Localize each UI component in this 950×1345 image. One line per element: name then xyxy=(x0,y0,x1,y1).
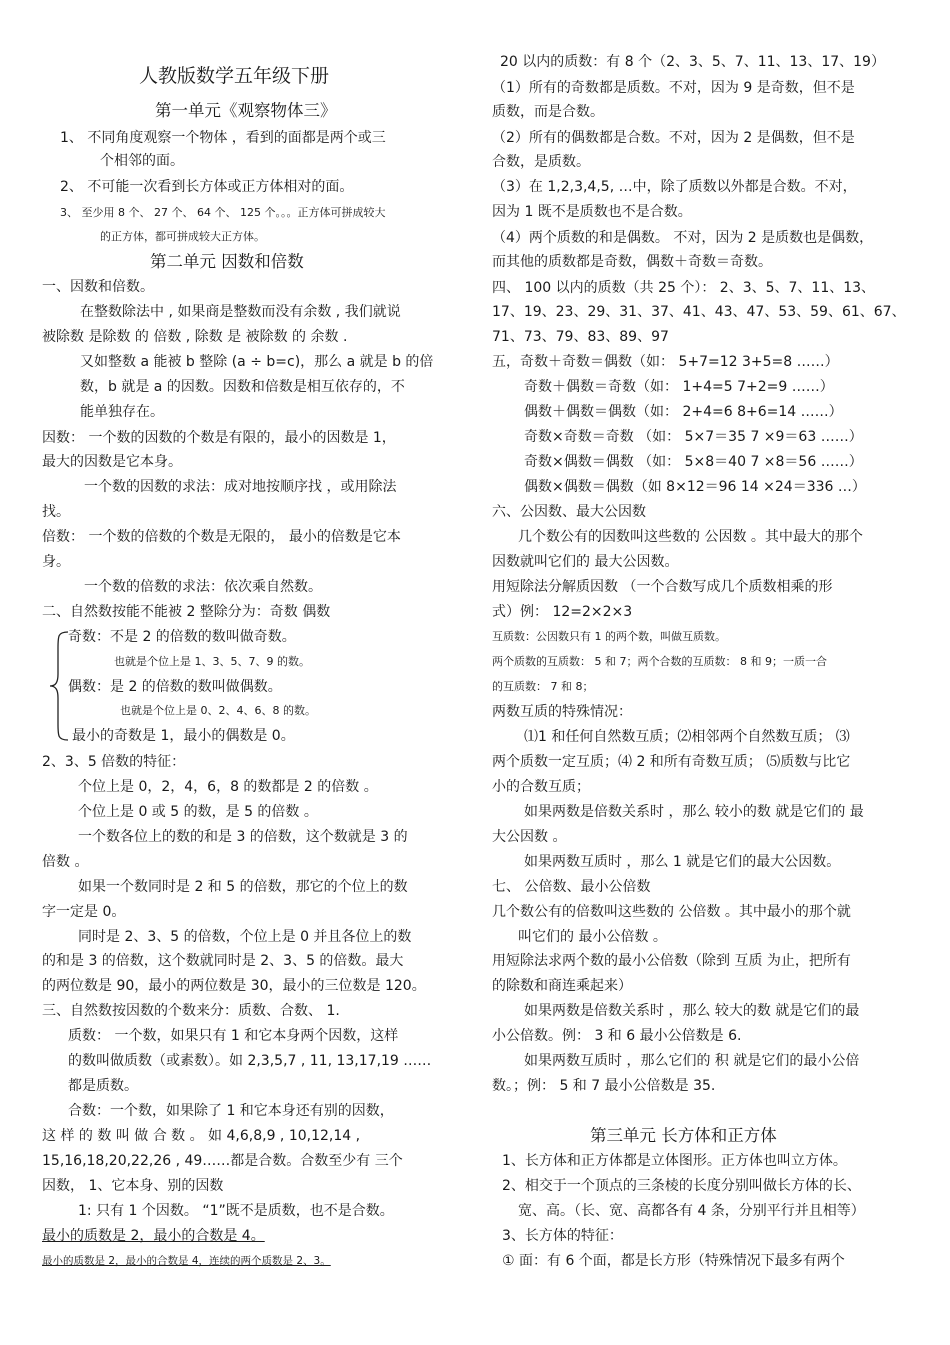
text-line: 身。 xyxy=(42,554,70,570)
text-line: 都是质数。 xyxy=(68,1078,138,1094)
text-line: 奇数：不是 2 的倍数的数叫做奇数。 xyxy=(68,629,296,645)
text-line: 1、长方体和正方体都是立体图形。正方体也叫立方体。 xyxy=(502,1153,847,1169)
text-line: 因数： 一个数的因数的个数是有限的，最小的因数是 1， xyxy=(42,430,396,446)
text-line: 被除数 是除数 的 倍数 , 除数 是 被除数 的 余数 . xyxy=(42,329,348,345)
text-line: 小的合数互质； xyxy=(492,779,590,795)
text-line: 用短除法分解质因数 （一个合数写成几个质数相乘的形 xyxy=(492,579,833,595)
text-line: 用短除法求两个数的最小公倍数（除到 互质 为止，把所有 xyxy=(492,953,851,969)
text-line: 式）例： 12=2×2×3 xyxy=(492,604,633,620)
text-line: 如果两数是倍数关系时 ，那么 较大的数 就是它们的最 xyxy=(524,1003,860,1019)
text-line: 几个数公有的因数叫这些数的 公因数 。其中最大的那个 xyxy=(518,529,863,545)
text-line: 的两位数是 90，最小的两位数是 30，最小的三位数是 120。 xyxy=(42,978,426,994)
text-line: 的除数和商连乘起来） xyxy=(492,978,632,994)
text-line: 因数， 1、它本身、别的因数 xyxy=(42,1178,224,1194)
text-line: 第一单元《观察物体三》 xyxy=(155,101,337,120)
text-line: （4）两个质数的和是偶数。 不对，因为 2 是质数也是偶数， xyxy=(492,230,874,246)
text-line: 四、 100 以内的质数（共 25 个）： 2、3、5、7、11、13、 xyxy=(492,280,876,296)
text-line: 数。；例： 5 和 7 最小公倍数是 35. xyxy=(492,1078,716,1094)
text-line: 的正方体，都可拼成较大正方体。 xyxy=(100,230,265,243)
text-line: 最小的奇数是 1，最小的偶数是 0。 xyxy=(72,728,295,744)
text-line: 也就是个位上是 1、3、5、7、9 的数。 xyxy=(114,655,310,668)
text-line: 偶数×偶数＝偶数（如 8×12＝96 14 ×24＝336 …） xyxy=(524,479,866,495)
text-line: 最小的质数是 2，最小的合数是 4，连续的两个质数是 2、3。 xyxy=(42,1255,331,1267)
text-line: 最大的因数是它本身。 xyxy=(42,454,182,470)
text-line: 大公因数 。 xyxy=(492,829,567,845)
text-line: 找。 xyxy=(42,504,70,520)
text-line: 倍数 。 xyxy=(42,854,89,870)
text-line: ⑴1 和任何自然数互质；⑵相邻两个自然数互质； ⑶ xyxy=(524,729,850,745)
text-line: 在整数除法中 , 如果商是整数而没有余数 , 我们就说 xyxy=(80,304,401,320)
text-line: 偶数：是 2 的倍数的数叫做偶数。 xyxy=(68,679,282,695)
text-line: 奇数×偶数＝偶数 （如： 5×8＝40 7 ×8＝56 ……） xyxy=(524,454,863,470)
text-line: 两个质数一定互质；⑷ 2 和所有奇数互质； ⑸质数与比它 xyxy=(492,754,851,770)
text-line: 的和是 3 的倍数，这个数就同时是 2、3、5 的倍数。最大 xyxy=(42,953,404,969)
text-line: 一个数的因数的求法：成对地按顺序找 ，或用除法 xyxy=(84,479,397,495)
text-line: 个位上是 0，2，4，6，8 的数都是 2 的倍数 。 xyxy=(78,779,378,795)
text-line: 能单独存在。 xyxy=(80,404,164,420)
text-line: 质数： 一个数，如果只有 1 和它本身两个因数，这样 xyxy=(68,1028,399,1044)
text-line: 又如整数 a 能被 b 整除 (a ÷ b=c)，那么 a 就是 b 的倍 xyxy=(80,354,434,370)
text-line: 这 样 的 数 叫 做 合 数 。 如 4,6,8,9 , 10,12,14 , xyxy=(42,1128,361,1144)
text-line: 第三单元 长方体和正方体 xyxy=(590,1126,777,1145)
text-line: 数，b 就是 a 的因数。因数和倍数是相互依存的，不 xyxy=(80,379,405,395)
text-line: 3、长方体的特征： xyxy=(502,1228,623,1244)
text-line: 因为 1 既不是质数也不是合数。 xyxy=(492,204,692,220)
text-line: 两数互质的特殊情况： xyxy=(492,704,632,720)
text-line: 二、自然数按能不能被 2 整除分为：奇数 偶数 xyxy=(42,604,331,620)
text-line: 合数，是质数。 xyxy=(492,154,590,170)
text-line: 的数叫做质数（或素数）。如 2,3,5,7 , 11, 13,17,19 …… xyxy=(68,1053,432,1069)
text-line: 个位上是 0 或 5 的数，是 5 的倍数 。 xyxy=(78,804,318,820)
text-line: 倍数： 一个数的倍数的个数是无限的， 最小的倍数是它本 xyxy=(42,529,401,545)
text-line: 2、相交于一个顶点的三条棱的长度分别叫做长方体的长、 xyxy=(502,1178,861,1194)
text-line: 七、 公倍数、最小公倍数 xyxy=(492,879,651,895)
text-line: 人教版数学五年级下册 xyxy=(139,65,330,87)
text-line: 1: 只有 1 个因数。 “1”既不是质数，也不是合数。 xyxy=(78,1203,394,1219)
text-line: 3、 至少用 8 个、 27 个、 64 个、 125 个。。。正方体可拼成较大 xyxy=(60,206,386,219)
text-line: 宽、高。（长、宽、高都各有 4 条，分别平行并且相等） xyxy=(518,1203,865,1219)
text-line: 五，奇数＋奇数＝偶数（如： 5+7=12 3+5=8 ……） xyxy=(492,354,839,370)
text-line: 如果一个数同时是 2 和 5 的倍数，那它的个位上的数 xyxy=(78,879,408,895)
text-line: 1、 不同角度观察一个物体 ，看到的面都是两个或三 xyxy=(60,130,386,146)
text-line: 第二单元 因数和倍数 xyxy=(150,252,304,271)
text-line: 合数：一个数，如果除了 1 和它本身还有别的因数， xyxy=(68,1103,394,1119)
text-line: 也就是个位上是 0、2、4、6、8 的数。 xyxy=(120,704,316,717)
text-line: 一个数的倍数的求法：依次乘自然数。 xyxy=(84,579,322,595)
text-line: 同时是 2、3、5 的倍数，个位上是 0 并且各位上的数 xyxy=(78,929,412,945)
text-line: （1）所有的奇数都是质数。不对，因为 9 是奇数，但不是 xyxy=(492,80,855,96)
text-line: 几个数公有的倍数叫这些数的 公倍数 。其中最小的那个就 xyxy=(492,904,851,920)
text-line: 个相邻的面。 xyxy=(100,153,184,169)
text-line: 71、73、79、83、89、97 xyxy=(492,329,669,345)
text-line: 一、因数和倍数。 xyxy=(42,279,154,295)
text-line: 小公倍数。例： 3 和 6 最小公倍数是 6. xyxy=(492,1028,742,1044)
text-line: 而其他的质数都是奇数，偶数＋奇数＝奇数。 xyxy=(492,254,772,270)
text-line: 2、3、5 倍数的特征： xyxy=(42,754,186,770)
text-line: 字一定是 0。 xyxy=(42,904,126,920)
text-line: 互质数：公因数只有 1 的两个数，叫做互质数。 xyxy=(492,630,726,643)
text-line: 奇数×奇数＝奇数 （如： 5×7＝35 7 ×9＝63 ……） xyxy=(524,429,863,445)
text-line: ① 面：有 6 个面，都是长方形（特殊情况下最多有两个 xyxy=(502,1253,845,1269)
text-line: 三、自然数按因数的个数来分：质数、合数、 1. xyxy=(42,1003,340,1019)
text-line: 如果两数互质时 ，那么 1 就是它们的最大公因数。 xyxy=(524,854,841,870)
text-line: 两个质数的互质数： 5 和 7；两个合数的互质数： 8 和 9；一质一合 xyxy=(492,655,827,668)
text-line: 如果两数是倍数关系时 ，那么 较小的数 就是它们的 最 xyxy=(524,804,864,820)
text-line: 15,16,18,20,22,26 , 49……都是合数。合数至少有 三个 xyxy=(42,1153,403,1169)
text-line: 偶数＋偶数＝偶数（如： 2+4=6 8+6=14 ……） xyxy=(524,404,843,420)
text-line: 奇数＋偶数＝奇数（如： 1+4=5 7+2=9 ……） xyxy=(524,379,834,395)
text-line: 一个数各位上的数的和是 3 的倍数，这个数就是 3 的 xyxy=(78,829,408,845)
text-line: （2）所有的偶数都是合数。不对，因为 2 是偶数，但不是 xyxy=(492,130,855,146)
text-line: （3）在 1,2,3,4,5, …中，除了质数以外都是合数。不对， xyxy=(492,179,857,195)
text-line: 质数，而是合数。 xyxy=(492,104,604,120)
curly-brace-icon xyxy=(48,630,70,742)
text-line: 如果两数互质时 ，那么它们的 积 就是它们的最小公倍 xyxy=(524,1053,860,1069)
text-line: 叫它们的 最小公倍数 。 xyxy=(518,929,667,945)
text-line: 因数就叫它们的 最大公因数。 xyxy=(492,554,679,570)
text-line: 2、 不可能一次看到长方体或正方体相对的面。 xyxy=(60,179,354,195)
text-line: 六、公因数、最大公因数 xyxy=(492,504,646,520)
text-line: 的互质数： 7 和 8； xyxy=(492,680,594,693)
text-line: 17、19、23、29、31、37、41、43、47、53、59、61、67、 xyxy=(492,304,906,320)
text-line: 最小的质数是 2，最小的合数是 4。 xyxy=(42,1228,265,1244)
text-line: 20 以内的质数：有 8 个（2、3、5、7、11、13、17、19） xyxy=(500,54,885,70)
